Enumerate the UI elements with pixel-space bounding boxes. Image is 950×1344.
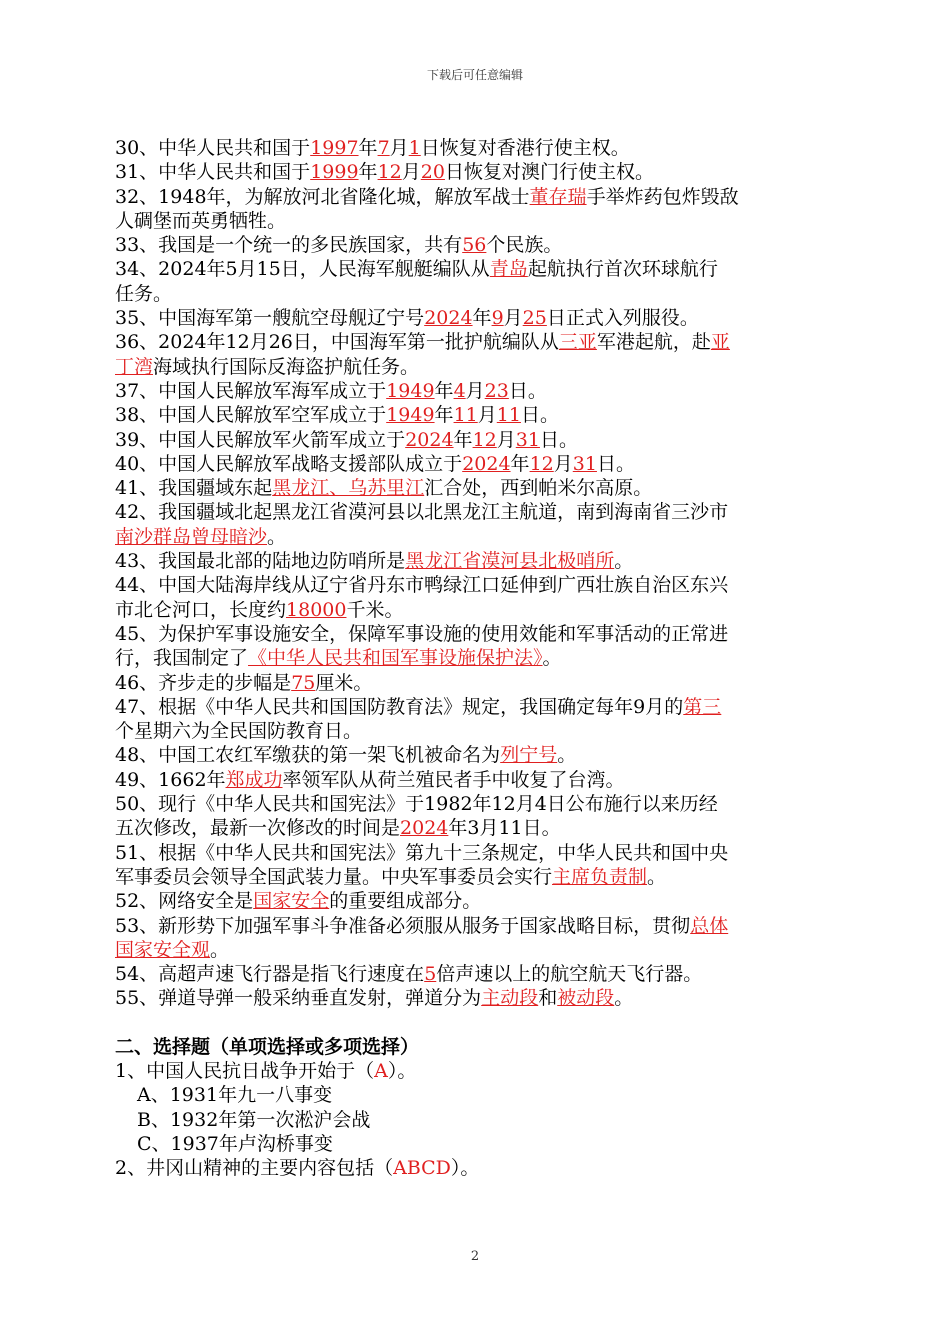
answer-blank: 5 — [424, 963, 437, 986]
text-line — [115, 136, 835, 160]
line-text: 39、中国人民解放军火箭军成立于 — [115, 428, 406, 451]
answer-blank: 7 — [377, 137, 390, 159]
line-text: 汇合处，西到帕米尔高原。 — [424, 477, 653, 500]
answer-blank: 2024 — [462, 452, 511, 475]
answer-blank: 20 — [420, 161, 445, 184]
line-text: 37、中国人民解放军海军成立于 — [115, 379, 387, 402]
answer-blank: 列宁号 — [500, 744, 558, 767]
text-line — [115, 209, 835, 233]
line-text: 42、我国疆域北起黑龙江省漠河县以北黑龙江主航道，南到海南省三沙市 — [115, 501, 729, 524]
line-text: 年 — [434, 379, 454, 402]
answer-blank: 31 — [572, 452, 597, 475]
line-text: 。 — [614, 987, 634, 1010]
line-text: 。 — [210, 938, 230, 961]
line-text: 厘米。 — [315, 671, 373, 694]
line-text: 手举炸药包炸毁敌 — [586, 185, 739, 208]
answer-blank: 2024 — [424, 307, 473, 330]
line-text: 35、中国海军第一艘航空母舰辽宁号 — [115, 307, 425, 330]
line-text: 。 — [614, 550, 634, 573]
text-line — [115, 671, 835, 695]
text-line — [115, 355, 835, 379]
text-line — [115, 257, 835, 281]
line-text: 个民族。 — [486, 234, 563, 257]
line-text: 。 — [542, 647, 562, 670]
line-text: 月 — [401, 161, 421, 184]
answer-blank: 国家安全 — [253, 890, 330, 913]
text-line — [115, 306, 835, 330]
answer-blank: 9 — [491, 307, 504, 330]
text-line — [115, 622, 835, 646]
choice-option: C、1937年卢沟桥事变 — [137, 1132, 333, 1155]
line-text: 个星期六为全民国防教育日。 — [115, 720, 363, 743]
answer-choice: ABCD — [393, 1157, 451, 1180]
line-text: 43、我国最北部的陆地边防哨所是 — [115, 550, 406, 573]
line-text: 年 — [434, 404, 454, 427]
text-line — [115, 428, 835, 452]
text-line — [115, 185, 835, 209]
text-line — [115, 233, 835, 257]
line-text: 49、1662年 — [115, 768, 226, 791]
line-text: 日。 — [520, 404, 559, 427]
text-line — [115, 160, 835, 184]
line-text: 52、网络安全是 — [115, 890, 254, 913]
line-text: 2、井冈山精神的主要内容包括（ — [115, 1157, 394, 1180]
page-header: 下载后可任意编辑 — [426, 68, 523, 82]
line-text: 40、中国人民解放军战略支援部队成立于 — [115, 452, 463, 475]
text-line — [115, 889, 835, 913]
line-text: ）。 — [450, 1157, 480, 1180]
choice-option: A、1931年九一八事变 — [137, 1084, 333, 1107]
line-text: 54、高超声速飞行器是指飞行速度在 — [115, 963, 425, 986]
line-text: 年 — [358, 161, 378, 184]
text-line — [115, 841, 835, 865]
line-text: 31、中华人民共和国于 — [115, 161, 311, 184]
text-line — [115, 914, 835, 938]
answer-blank: 23 — [484, 379, 509, 402]
document-body — [115, 136, 835, 1180]
answer-blank: 主动段 — [481, 987, 539, 1010]
line-text: 月 — [389, 137, 409, 159]
answer-blank: 56 — [462, 234, 487, 257]
text-line — [115, 646, 835, 670]
spacer — [115, 1011, 835, 1035]
answer-blank: 25 — [522, 307, 547, 330]
answer-blank: 被动段 — [557, 987, 615, 1010]
answer-choice: A — [374, 1059, 388, 1082]
text-line — [115, 1156, 835, 1180]
answer-blank: 18000 — [286, 598, 347, 621]
line-text: 军事委员会领导全国武装力量。中央军事委员会实行 — [115, 865, 553, 888]
text-line — [115, 549, 835, 573]
answer-blank: 《中华人民共和国军事设施保护法》 — [248, 647, 543, 670]
answer-blank: 三亚 — [558, 331, 597, 354]
answer-blank: 亚 — [710, 331, 730, 354]
section-heading: 二、选择题（单项选择或多项选择） — [115, 1035, 420, 1058]
answer-blank: 31 — [515, 428, 540, 451]
answer-blank: 12 — [472, 428, 497, 451]
line-text: 年 — [358, 137, 378, 159]
text-line — [115, 695, 835, 719]
line-text: 海域执行国际反海盗护航任务。 — [153, 355, 420, 378]
line-text: 月 — [465, 379, 485, 402]
line-text: 率领军队从荷兰殖民者手中收复了台湾。 — [282, 768, 625, 791]
answer-blank: 主席负责制 — [552, 865, 648, 888]
line-text: 日恢复对澳门行使主权。 — [444, 161, 654, 184]
text-line — [115, 598, 835, 622]
answer-blank: 2024 — [405, 428, 454, 451]
answer-blank: 1 — [408, 137, 421, 159]
answer-blank: 12 — [377, 161, 402, 184]
line-text: 行，我国制定了 — [115, 647, 249, 670]
answer-blank: 黑龙江、乌苏里江 — [272, 477, 425, 500]
line-text: 。 — [267, 525, 287, 548]
line-text: 的重要组成部分。 — [329, 890, 482, 913]
line-text: 36、2024年12月26日，中国海军第一批护航编队从 — [115, 331, 559, 354]
line-text: 44、中国大陆海岸线从辽宁省丹东市鸭绿江口延伸到广西壮族自治区东兴 — [115, 574, 729, 597]
text-line — [115, 768, 835, 792]
text-line — [115, 452, 835, 476]
answer-blank: 11 — [496, 404, 521, 427]
line-text: 。 — [557, 744, 577, 767]
line-text: 日。 — [539, 428, 578, 451]
answer-blank: 青岛 — [489, 258, 528, 281]
text-line — [115, 816, 835, 840]
answer-blank: 11 — [453, 404, 478, 427]
line-text: 任务。 — [115, 282, 173, 305]
page-number: 2 — [470, 1249, 480, 1264]
line-text: 53、新形势下加强军事斗争准备必须服从服务于国家战略目标，贯彻 — [115, 914, 691, 937]
text-line — [115, 476, 835, 500]
line-text: 46、齐步走的步幅是 — [115, 671, 292, 694]
answer-blank: 第三 — [683, 695, 722, 718]
line-text: 人碉堡而英勇牺牲。 — [115, 209, 287, 232]
text-line — [115, 573, 835, 597]
text-line — [115, 719, 835, 743]
line-text: 月 — [477, 404, 497, 427]
line-text: 日。 — [596, 452, 635, 475]
text-line — [115, 330, 835, 354]
line-text: 月 — [496, 428, 516, 451]
line-text: 日。 — [508, 379, 547, 402]
answer-blank: 1997 — [310, 137, 359, 159]
text-line — [115, 938, 835, 962]
line-text: 年 — [453, 428, 473, 451]
answer-blank: 丁湾 — [115, 355, 154, 378]
text-line — [115, 865, 835, 889]
answer-blank: 董存瑞 — [529, 185, 587, 208]
line-text: 年 — [472, 307, 492, 330]
line-text: 41、我国疆域东起 — [115, 477, 273, 500]
text-line — [115, 500, 835, 524]
line-text: 年3月11日。 — [448, 817, 561, 840]
text-line — [115, 282, 835, 306]
text-line — [115, 986, 835, 1010]
line-text: ）。 — [387, 1059, 417, 1082]
line-text: 48、中国工农红军缴获的第一架飞机被命名为 — [115, 744, 501, 767]
line-text: 起航执行首次环球航行 — [527, 258, 718, 281]
line-text: 市北仑河口，长度约 — [115, 598, 287, 621]
line-text: 倍声速以上的航空航天飞行器。 — [436, 963, 703, 986]
line-text: 30、中华人民共和国于 — [115, 137, 311, 159]
line-text: 五次修改，最新一次修改的时间是 — [115, 817, 401, 840]
line-text: 千米。 — [346, 598, 404, 621]
line-text: 日正式入列服役。 — [546, 307, 699, 330]
text-line — [115, 792, 835, 816]
text-line — [115, 962, 835, 986]
line-text: 32、1948年，为解放河北省隆化城，解放军战士 — [115, 185, 530, 208]
text-line — [115, 379, 835, 403]
answer-blank: 12 — [529, 452, 554, 475]
answer-blank: 黑龙江省漠河县北极哨所 — [405, 550, 615, 573]
line-text: 和 — [538, 987, 558, 1010]
line-text: 。 — [647, 865, 667, 888]
answer-blank: 郑成功 — [225, 768, 283, 791]
answer-blank: 1999 — [310, 161, 359, 184]
answer-blank: 75 — [291, 671, 316, 694]
line-text: 军港起航，赴 — [596, 331, 711, 354]
line-text: 1、中国人民抗日战争开始于（ — [115, 1059, 375, 1082]
line-text: 45、为保护军事设施安全，保障军事设施的使用效能和军事活动的正常进 — [115, 622, 729, 645]
text-line — [115, 525, 835, 549]
text-line — [115, 403, 835, 427]
answer-blank: 1949 — [386, 404, 435, 427]
answer-blank: 总体 — [690, 914, 729, 937]
answer-blank: 国家安全观 — [115, 938, 211, 961]
line-text: 33、我国是一个统一的多民族国家，共有 — [115, 234, 463, 257]
answer-blank: 南沙群岛曾母暗沙 — [115, 525, 268, 548]
line-text: 38、中国人民解放军空军成立于 — [115, 404, 387, 427]
text-line — [115, 743, 835, 767]
answer-blank: 1949 — [386, 379, 435, 402]
line-text: 50、现行《中华人民共和国宪法》于1982年12月4日公布施行以来历经 — [115, 793, 718, 816]
line-text: 日恢复对香港行使主权。 — [420, 137, 630, 159]
line-text: 月 — [503, 307, 523, 330]
answer-blank: 2024 — [400, 817, 449, 840]
choice-option: B、1932年第一次淞沪会战 — [137, 1108, 371, 1131]
line-text: 月 — [553, 452, 573, 475]
line-text: 55、弹道导弹一般采纳垂直发射，弹道分为 — [115, 987, 482, 1010]
line-text: 47、根据《中华人民共和国国防教育法》规定，我国确定每年9月的 — [115, 695, 684, 718]
text-line — [115, 1059, 835, 1083]
answer-blank: 4 — [453, 379, 466, 402]
line-text: 年 — [510, 452, 530, 475]
line-text: 51、根据《中华人民共和国宪法》第九十三条规定，中华人民共和国中央 — [115, 841, 729, 864]
line-text: 34、2024年5月15日，人民海军舰艇编队从 — [115, 258, 490, 281]
